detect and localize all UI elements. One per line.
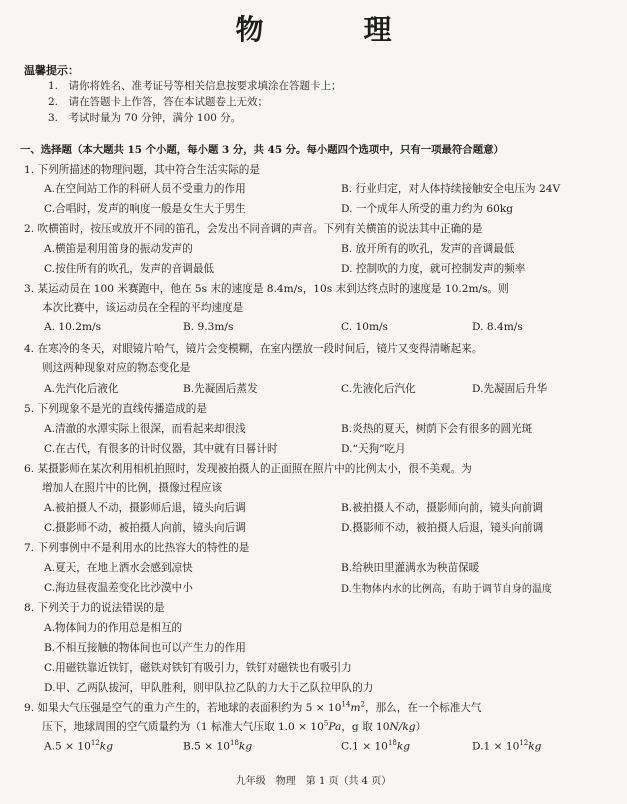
question-stem: 2. 吹横笛时，按压或放开不同的笛孔，会发出不同音调的声音。下列有关横笛的说法其中正确的是 — [24, 223, 483, 235]
exponent: 18 — [387, 739, 397, 747]
option-c: C.合唱时，发声的响度一般是女生大于男生 — [44, 203, 246, 215]
option-a: A.先汽化后液化 — [44, 383, 119, 395]
option-b: B.炎热的夏天，树荫下会有很多的圆光斑 — [341, 423, 533, 435]
option-d: D. 8.4m/s — [472, 321, 523, 333]
question-stem: 1. 下列所描述的物理问题，其中符合生活实际的是 — [24, 164, 260, 176]
option-text: C.1 × 10 — [341, 740, 388, 753]
option-a: A.清澈的水潭实际上很深，而看起来却很浅 — [44, 423, 246, 435]
option-b: B. 行业归定，对人体持续接触安全电压为 24V — [341, 183, 561, 195]
option-text: B.5 × 10 — [183, 740, 230, 753]
section-heading: 一、选择题（本大题共 15 个小题，每小题 3 分，共 45 分。每小题四个选项中，只有一项最符合题意） — [20, 144, 504, 156]
question-stem: 6. 某摄影师在某次利用相机拍照时，发现被拍摄人的正面照在照片中的比例太小，很不美观。为 — [24, 463, 472, 475]
option-d: D.先凝固后升华 — [472, 383, 548, 395]
option-d: D. 一个成年人所受的重力约为 60kg — [341, 203, 514, 215]
exponent: 12 — [519, 739, 529, 747]
option-b: B. 9.3m/s — [183, 321, 234, 333]
notice-item: 1. 请你将姓名、准考证号等相关信息按要求填涂在答题卡上； — [48, 80, 342, 92]
page-title: 物 理 — [235, 13, 428, 46]
option-b: B.不相互接触的物体间也可以产生力的作用 — [44, 642, 246, 654]
stem-text: ，g 取 10 — [341, 721, 390, 733]
option-a: A. 10.2m/s — [44, 321, 102, 333]
question-stem-cont: 本次比赛中，该运动员在全程的平均速度是 — [42, 302, 244, 314]
stem-text: 9. 如果大气压强是空气的重力产生的，若地球的表面积约为 5 × 10 — [24, 702, 342, 714]
option-text: D.1 × 10 — [472, 740, 520, 753]
stem-text: ，那么，在一个标准大气 — [364, 702, 482, 714]
exponent: 2 — [360, 700, 365, 709]
stem-text: 压下，地球周围的空气质量约为（1 标准大气压取 1.0 × 10 — [42, 721, 324, 733]
option-d: D.生物体内水的比例高，有助于调节自身的温度 — [341, 584, 552, 595]
question-stem: 4. 在寒冷的冬天，对眼镜片哈气，镜片会变模糊，在室内摆放一段时间后，镜片又变得清晰起来。 — [24, 343, 483, 355]
option-a: A.在空间站工作的科研人员不受重力的作用 — [44, 183, 246, 195]
option-c: C.海边昼夜温差变化比沙漠中小 — [44, 582, 193, 594]
option-b — [183, 739, 252, 753]
option-d — [472, 739, 541, 753]
question-stem — [24, 700, 481, 715]
option-c: C.在古代，有很多的计时仪器，其中就有日晷计时 — [44, 443, 278, 455]
exponent: 14 — [341, 700, 351, 709]
option-c: C. 10m/s — [341, 321, 388, 333]
unit: m — [350, 702, 361, 714]
question-stem: 5. 下列现象不是光的直线传播造成的是 — [24, 403, 207, 415]
option-d: D. 控制吹的力度，就可控制发声的频率 — [341, 263, 526, 275]
option-b: B.被拍摄人不动，摄影师向前，镜头向前调 — [341, 502, 543, 514]
option-d: D.甲、乙两队拔河，甲队胜利，则甲队拉乙队的力大于乙队拉甲队的力 — [44, 682, 374, 694]
question-stem-cont: 增加人在照片中的比例，摄像过程应该 — [42, 482, 223, 494]
unit: kg — [396, 740, 411, 753]
option-d: D.“天狗”吃月 — [341, 443, 406, 455]
question-stem: 3. 某运动员在 100 米赛跑中，他在 5s 末的速度是 8.4m/s，10s 末到达终点时的速度是 10.2m/s。则 — [24, 283, 509, 295]
option-a: A.横笛是利用笛身的振动发声的 — [44, 243, 193, 255]
option-c — [341, 739, 410, 753]
option-c: C.用磁铁靠近铁钉，磁铁对铁钉有吸引力，铁钉对磁铁也有吸引力 — [44, 662, 352, 674]
option-text: A.5 × 10 — [44, 740, 91, 753]
option-b: B.给秧田里灌满水为秧苗保暖 — [341, 562, 480, 574]
notice-item: 3. 考试时量为 70 分钟，满分 100 分。 — [48, 112, 242, 124]
option-b: B.先凝固后蒸发 — [183, 383, 258, 395]
option-d: D.摄影师不动，被拍摄人后退，镜头向前调 — [341, 522, 544, 534]
option-c: C.按住所有的吹孔，发声的音调最低 — [44, 263, 215, 275]
exponent: 5 — [323, 719, 329, 728]
unit: Pa — [328, 721, 342, 733]
unit: N/kg — [389, 721, 416, 733]
exponent: 18 — [229, 739, 239, 747]
question-stem-cont: 则这两种现象对应的物态变化是 — [42, 362, 191, 374]
unit: kg — [238, 740, 253, 753]
stem-text: ） — [415, 721, 427, 733]
option-a: A.夏天，在地上洒水会感到凉快 — [44, 562, 193, 574]
option-a: A.物体间力的作用总是相互的 — [44, 622, 183, 634]
question-stem: 7. 下列事例中不是利用水的比热容大的特性的是 — [24, 542, 250, 554]
notice-heading: 温馨提示： — [24, 64, 79, 77]
unit: kg — [99, 740, 113, 753]
unit: kg — [528, 740, 542, 753]
question-stem-cont — [42, 719, 426, 734]
option-c: C.摄影师不动，被拍摄人向前，镜头向后调 — [44, 522, 246, 534]
exponent: 12 — [90, 739, 100, 747]
option-b: B. 放开所有的吹孔，发声的音调最低 — [341, 243, 515, 255]
notice-item: 2. 请在答题卡上作答，答在本试题卷上无效； — [48, 96, 269, 108]
option-a — [44, 739, 113, 753]
page-footer: 九年级 物理 第 1 页（共 4 页） — [235, 776, 392, 787]
option-c: C.先液化后汽化 — [341, 383, 416, 395]
option-a: A.被拍摄人不动，摄影师后退，镜头向后调 — [44, 502, 246, 514]
question-stem: 8. 下列关于力的说法错误的是 — [24, 602, 165, 614]
